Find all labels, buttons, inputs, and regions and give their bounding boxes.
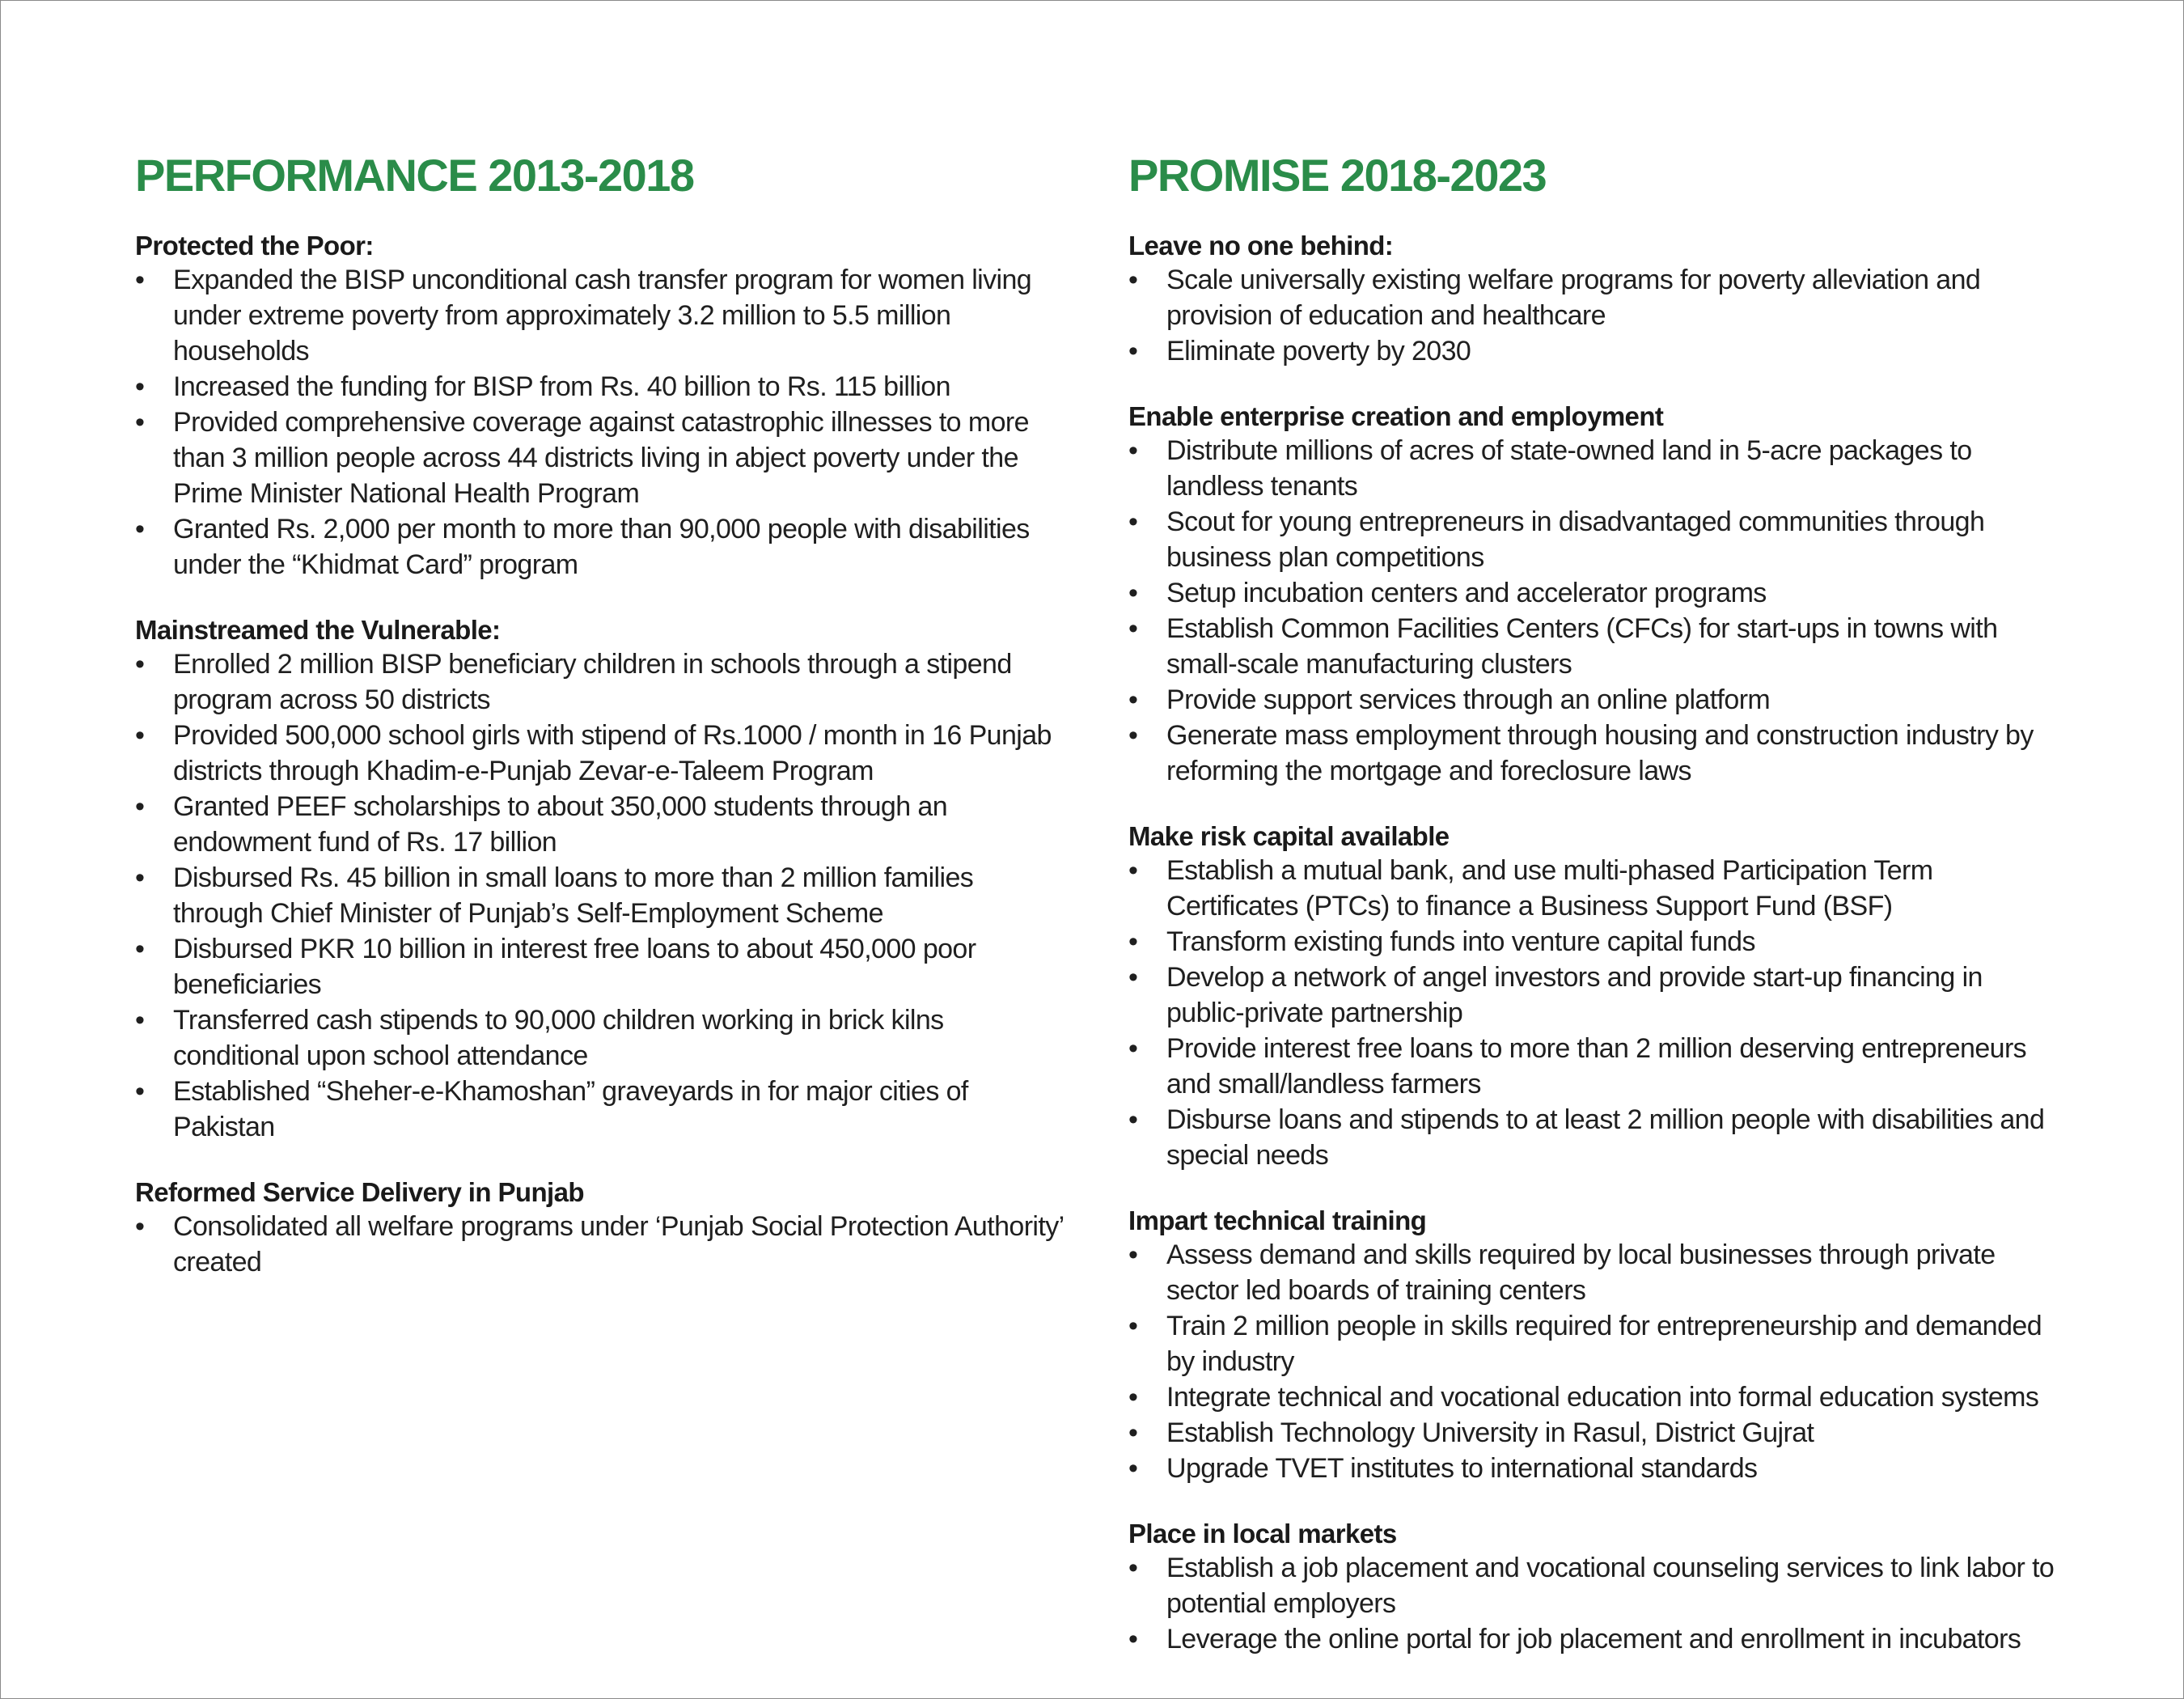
bullet-list bbox=[135, 262, 1065, 583]
section-place-in-local-markets bbox=[1128, 1517, 2059, 1657]
section-mainstreamed-the-vulnerable bbox=[135, 613, 1065, 1145]
bullet-item: • Establish a mutual bank, and use multi-phased Participation Term Certificates (PTCs) to finance a Business Support Fund (BSF) bbox=[1128, 853, 2059, 924]
bullet-item: • Assess demand and skills required by local businesses through private sector led boards of training centers bbox=[1128, 1237, 2059, 1308]
bullet-item: • Eliminate poverty by 2030 bbox=[1128, 333, 2059, 369]
bullet-item: • Provided 500,000 school girls with stipend of Rs.1000 / month in 16 Punjab districts through Khadim-e-Punjab Zevar-e-Taleem Program bbox=[135, 718, 1065, 789]
bullet-item: • Establish a job placement and vocational counseling services to link labor to potential employers bbox=[1128, 1550, 2059, 1621]
bullet-item: • Scout for young entrepreneurs in disadvantaged communities through business plan competitions bbox=[1128, 504, 2059, 575]
bullet-item: • Transform existing funds into venture capital funds bbox=[1128, 924, 2059, 960]
section-reformed-service-delivery bbox=[135, 1176, 1065, 1280]
section-heading: Reformed Service Delivery in Punjab bbox=[135, 1177, 584, 1207]
bullet-list bbox=[135, 1209, 1065, 1280]
bullet-item: • Provided comprehensive coverage against catastrophic illnesses to more than 3 million people across 44 districts living in abject poverty under the Prime Minister National Health Program bbox=[135, 405, 1065, 511]
bullet-item: • Upgrade TVET institutes to international standards bbox=[1128, 1451, 2059, 1486]
bullet-item: • Distribute millions of acres of state-owned land in 5-acre packages to landless tenants bbox=[1128, 433, 2059, 504]
bullet-item: • Transferred cash stipends to 90,000 children working in brick kilns conditional upon school attendance bbox=[135, 1002, 1065, 1074]
section-heading: Protected the Poor: bbox=[135, 231, 374, 261]
bullet-item: • Disbursed PKR 10 billion in interest free loans to about 450,000 poor beneficiaries bbox=[135, 931, 1065, 1002]
bullet-item: • Expanded the BISP unconditional cash transfer program for women living under extreme poverty from approximately 3.2 million to 5.5 million households bbox=[135, 262, 1065, 369]
bullet-list bbox=[1128, 1550, 2059, 1657]
section-heading: Enable enterprise creation and employment bbox=[1128, 401, 1664, 431]
bullet-item: • Increased the funding for BISP from Rs. 40 billion to Rs. 115 billion bbox=[135, 369, 1065, 405]
bullet-item: • Disburse loans and stipends to at least 2 million people with disabilities and special needs bbox=[1128, 1102, 2059, 1173]
promise-column bbox=[1128, 143, 2059, 1688]
bullet-list bbox=[1128, 1237, 2059, 1486]
bullet-item: • Provide support services through an online platform bbox=[1128, 682, 2059, 718]
section-enable-enterprise bbox=[1128, 400, 2059, 789]
bullet-list bbox=[135, 646, 1065, 1145]
section-heading: Mainstreamed the Vulnerable: bbox=[135, 615, 501, 645]
bullet-item: • Granted PEEF scholarships to about 350,000 students through an endowment fund of Rs. 17 billion bbox=[135, 789, 1065, 860]
section-leave-no-one-behind bbox=[1128, 229, 2059, 369]
bullet-item: • Generate mass employment through housing and construction industry by reforming the mortgage and foreclosure laws bbox=[1128, 718, 2059, 789]
performance-title: PERFORMANCE 2013-2018 bbox=[135, 150, 694, 201]
bullet-item: • Established “Sheher-e-Khamoshan” graveyards in for major cities of Pakistan bbox=[135, 1074, 1065, 1145]
bullet-item: • Consolidated all welfare programs under ‘Punjab Social Protection Authority’ created bbox=[135, 1209, 1065, 1280]
section-heading: Leave no one behind: bbox=[1128, 231, 1394, 261]
bullet-item: • Enrolled 2 million BISP beneficiary children in schools through a stipend program across 50 districts bbox=[135, 646, 1065, 718]
bullet-item: • Provide interest free loans to more than 2 million deserving entrepreneurs and small/landless farmers bbox=[1128, 1031, 2059, 1102]
bullet-item: • Establish Technology University in Rasul, District Gujrat bbox=[1128, 1415, 2059, 1451]
bullet-item: • Establish Common Facilities Centers (CFCs) for start-ups in towns with small-scale manufacturing clusters bbox=[1128, 611, 2059, 682]
section-heading: Place in local markets bbox=[1128, 1519, 1397, 1549]
section-heading: Impart technical training bbox=[1128, 1205, 1427, 1235]
bullet-item: • Granted Rs. 2,000 per month to more than 90,000 people with disabilities under the “Khidmat Card” program bbox=[135, 511, 1065, 583]
bullet-item: • Scale universally existing welfare programs for poverty alleviation and provision of education and healthcare bbox=[1128, 262, 2059, 333]
bullet-list bbox=[1128, 853, 2059, 1173]
section-heading: Make risk capital available bbox=[1128, 821, 1450, 851]
bullet-item: • Integrate technical and vocational education into formal education systems bbox=[1128, 1379, 2059, 1415]
performance-column bbox=[135, 143, 1065, 1311]
promise-title: PROMISE 2018-2023 bbox=[1128, 150, 1547, 201]
section-impart-technical-training bbox=[1128, 1204, 2059, 1486]
bullet-item: • Disbursed Rs. 45 billion in small loans to more than 2 million families through Chief Minister of Punjab’s Self-Employment Scheme bbox=[135, 860, 1065, 931]
bullet-list bbox=[1128, 262, 2059, 369]
bullet-item: • Setup incubation centers and accelerator programs bbox=[1128, 575, 2059, 611]
bullet-item: • Develop a network of angel investors and provide start-up financing in public-private partnership bbox=[1128, 960, 2059, 1031]
section-make-risk-capital-available bbox=[1128, 820, 2059, 1173]
bullet-item: • Train 2 million people in skills required for entrepreneurship and demanded by industry bbox=[1128, 1308, 2059, 1379]
bullet-item: • Leverage the online portal for job placement and enrollment in incubators bbox=[1128, 1621, 2059, 1657]
section-protected-the-poor bbox=[135, 229, 1065, 583]
bullet-list bbox=[1128, 433, 2059, 789]
